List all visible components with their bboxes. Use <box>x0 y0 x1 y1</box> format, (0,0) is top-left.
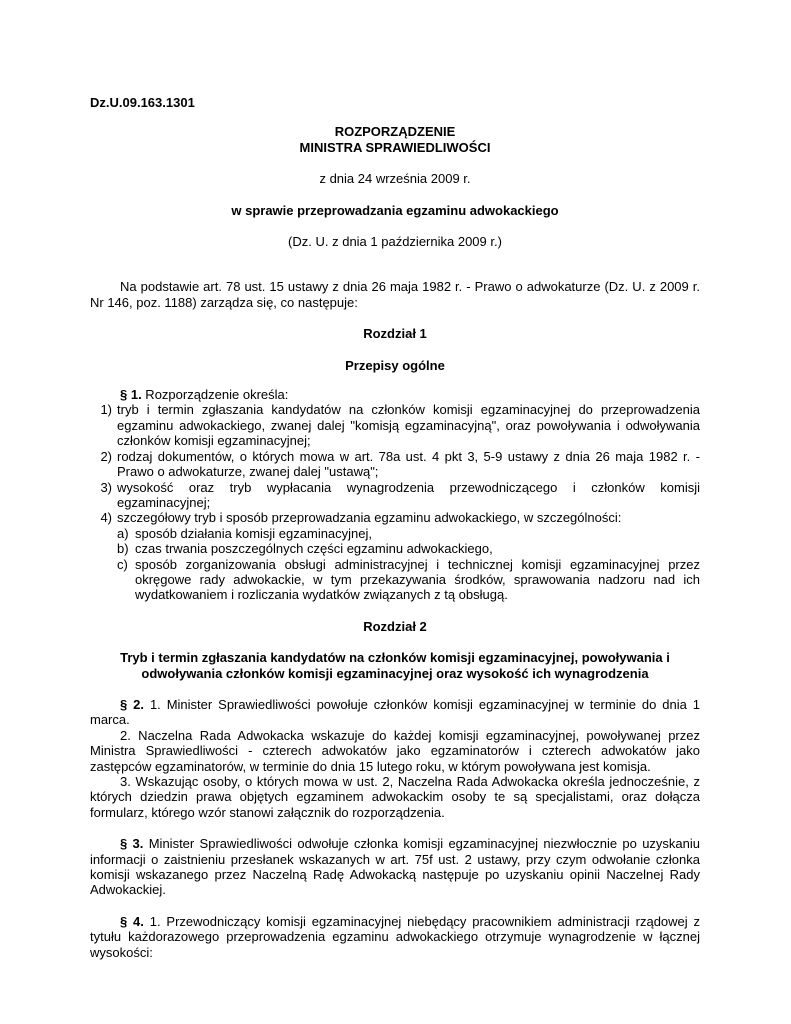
list-item <box>90 510 700 602</box>
list-item <box>90 480 700 511</box>
list-item-text: szczegółowy tryb i sposób przeprowadzania egzaminu adwokackiego, w szczególności: <box>117 510 622 526</box>
section-2-mark: § 2. <box>120 696 145 712</box>
document-reference: Dz.U.09.163.1301 <box>90 95 195 110</box>
document-title-line2: MINISTRA SPRAWIEDLIWOŚCI <box>299 139 491 155</box>
section-4 <box>90 914 700 960</box>
section-1-intro-text: Rozporządzenie określa: <box>141 387 289 403</box>
section-1 <box>90 387 700 603</box>
list-item-number: 4) <box>100 510 112 526</box>
list-item-text: wysokość oraz tryb wypłacania wynagrodzenia przewodniczącego i członków komisji egzaminacyjnej; <box>117 479 700 510</box>
chapter-1-label: Rozdział 1 <box>363 326 427 342</box>
section-4-mark: § 4. <box>120 913 144 929</box>
list-item <box>90 449 700 480</box>
document-subject: w sprawie przeprowadzania egzaminu adwokackiego <box>231 202 559 218</box>
section-4-text: 1. Przewodniczący komisji egzaminacyjnej niebędący pracownikiem administracji rządowej z tytułu każdorazowego przeprowadzenia egzaminu adwokackiego otrzymuje wynagrodzenie w łącznej wysokości: <box>90 913 700 960</box>
chapter-2-title: Tryb i termin zgłaszania kandydatów na członków komisji egzaminacyjnej, powoływania i odwoływania członków komisji egzaminacyjnej oraz wysokość ich wynagrodzenia <box>120 650 670 681</box>
list-item-text: tryb i termin zgłaszania kandydatów na członków komisji egzaminacyjnej do przeprowadzenia egzaminu adwokackiego, zwanej dalej "komisją egzaminacyjną", oraz powoływania i odwoływania członków komisji egzaminacyjnej; <box>117 402 700 449</box>
section-2-para-3: 3. Wskazując osoby, o których mowa w ust. 2, Naczelna Rada Adwokacka określa jednocześnie, z których dziedzin prawa objętych egzaminem adwokackim osoby te są specjalistami, oraz dołącza formularz, którego wzór stanowi załącznik do rozporządzenia. <box>90 774 700 820</box>
sublist-item-letter: a) <box>117 525 129 541</box>
list-item-number: 2) <box>100 448 112 464</box>
section-1-intro <box>90 387 700 402</box>
section-3-mark: § 3. <box>120 836 144 852</box>
sublist-item-text: czas trwania poszczególnych części egzaminu adwokackiego, <box>135 541 493 557</box>
chapter-1-title: Przepisy ogólne <box>345 357 445 373</box>
sublist-item <box>117 557 700 603</box>
sublist-item-letter: b) <box>117 541 129 557</box>
section-2-para-1-text: 1. Minister Sprawiedliwości powołuje członków komisji egzaminacyjnej w terminie do dnia 1 marca. <box>90 696 701 728</box>
sublist-item <box>117 526 700 541</box>
section-1-sublist <box>117 526 700 603</box>
section-1-mark: § 1. <box>120 387 142 403</box>
sublist-item-letter: c) <box>117 556 128 572</box>
list-item-text: rodzaj dokumentów, o których mowa w art. 78a ust. 4 pkt 3, 5-9 ustawy z dnia 26 maja 1982 r. - Prawo o adwokaturze, zwanej dalej "ustawą"; <box>117 448 700 480</box>
document-title-line1: ROZPORZĄDZENIE <box>334 124 456 140</box>
document-date: z dnia 24 września 2009 r. <box>319 171 471 187</box>
sublist-item <box>117 541 700 556</box>
list-item <box>90 402 700 448</box>
section-3 <box>90 836 700 898</box>
sublist-item-text: sposób zorganizowania obsługi administracyjnej i technicznej komisji egzaminacyjnej przez okręgowe rady adwokackie, w tym przekazywania środków, sprawowania nadzoru nad ich wydatkowaniem i rozliczania wydatków związanych z tą obsługą. <box>135 556 700 603</box>
document-page <box>90 95 700 960</box>
list-item-number: 1) <box>100 402 112 418</box>
section-4-para <box>90 914 700 960</box>
section-1-list <box>90 402 700 602</box>
section-2 <box>90 697 700 820</box>
sublist-item-text: sposób działania komisji egzaminacyjnej, <box>135 525 373 541</box>
section-2-para-1 <box>90 697 700 728</box>
section-3-text: Minister Sprawiedliwości odwołuje członka komisji egzaminacyjnej niezwłocznie po uzyskaniu informacji o zaistnieniu przesłanek wskazanych w art. 75f ust. 2 ustawy, przy czym odwołanie członka komisji wskazanego przez Naczelną Radę Adwokacką następuje po uzyskaniu opinii Naczelnej Rady Adwokackiej. <box>90 836 701 898</box>
publication-note: (Dz. U. z dnia 1 października 2009 r.) <box>288 234 502 250</box>
section-3-para <box>90 836 700 898</box>
section-2-para-2: 2. Naczelna Rada Adwokacka wskazuje do każdej komisji egzaminacyjnej, powoływanej przez Ministra Sprawiedliwości - czterech adwokatów jako egzaminatorów i czterech adwokatów jako zastępców egzaminatorów, w terminie do dnia 15 lutego roku, w którym powoływana jest komisja. <box>90 727 700 774</box>
chapter-2-label: Rozdział 2 <box>363 618 427 634</box>
legal-basis: Na podstawie art. 78 ust. 15 ustawy z dnia 26 maja 1982 r. - Prawo o adwokaturze (Dz. U. z 2009 r. Nr 146, poz. 1188) zarządza się, co następuje: <box>90 279 700 310</box>
list-item-number: 3) <box>100 479 112 495</box>
